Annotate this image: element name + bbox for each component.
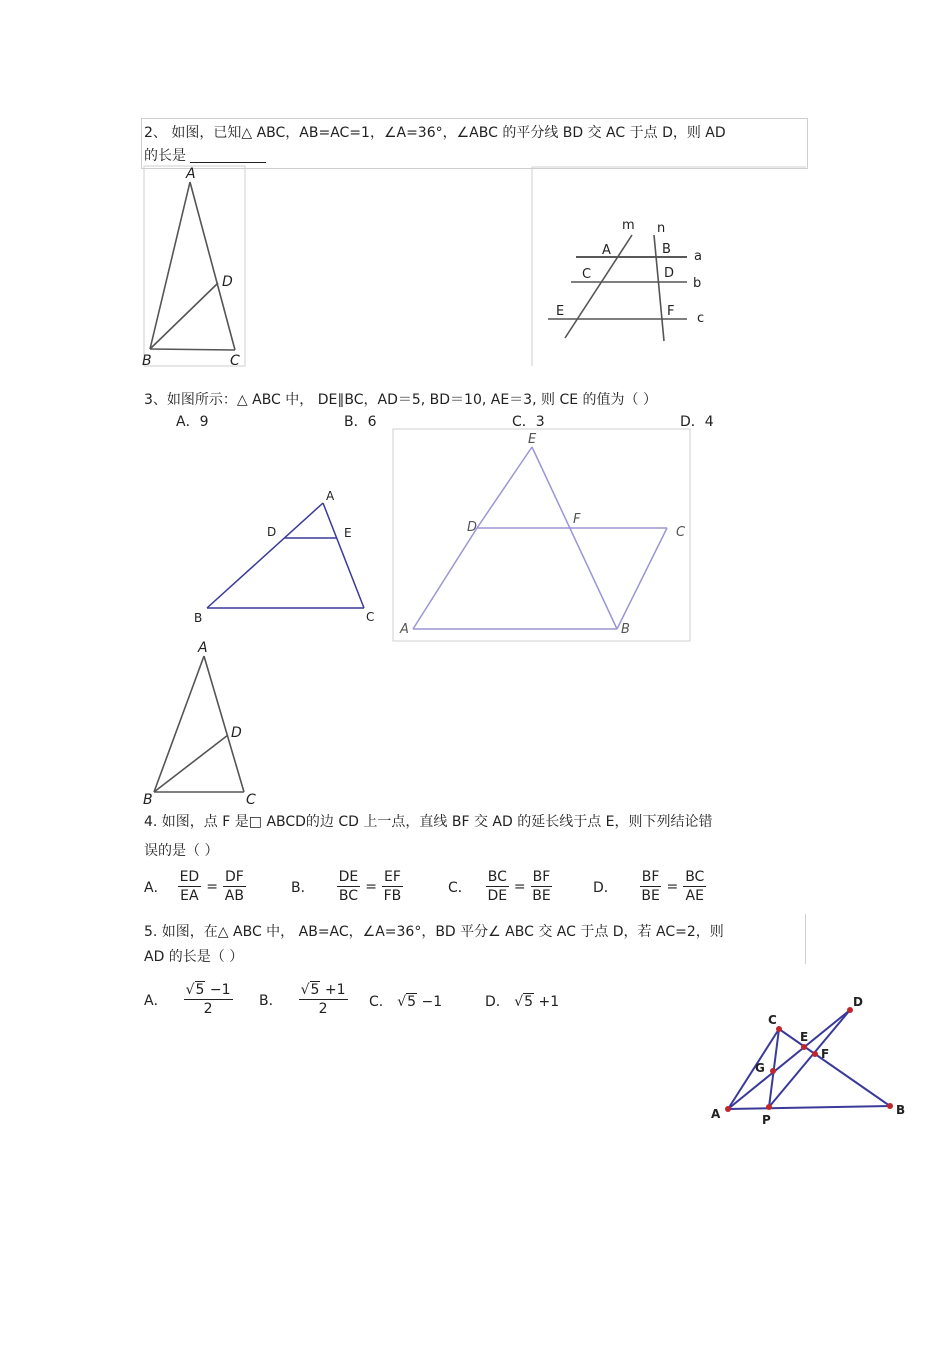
sqrt-sign: √ bbox=[397, 994, 407, 1010]
equals-sign: = bbox=[365, 878, 377, 895]
fraction bbox=[223, 869, 246, 904]
q4-option-label: B． bbox=[291, 879, 315, 896]
q2-answer-blank[interactable] bbox=[190, 148, 266, 163]
fraction bbox=[178, 869, 202, 904]
label-m: m bbox=[622, 218, 635, 233]
label-d: D bbox=[222, 274, 233, 290]
label-g: G bbox=[755, 1061, 765, 1075]
label-b: B bbox=[142, 353, 152, 369]
edge-ad bbox=[413, 528, 477, 629]
label-d: D bbox=[267, 525, 277, 539]
figure-q3-triangle bbox=[186, 484, 386, 626]
point-a bbox=[725, 1106, 731, 1112]
numerator: BF bbox=[532, 869, 551, 885]
label-f-point: F bbox=[667, 304, 675, 319]
segment-cb bbox=[779, 1029, 890, 1106]
sqrt-sign: √ bbox=[300, 982, 310, 998]
label-b: B bbox=[621, 622, 630, 637]
edge-cb bbox=[617, 528, 667, 629]
equals-sign: = bbox=[206, 878, 218, 895]
label-b: B bbox=[896, 1103, 906, 1117]
q5-stem-line1: 5. 如图，在△ ABC 中， AB=AC，∠A=36°，BD 平分∠ ABC 交 AC 于点 D，若 AC=2，则 bbox=[144, 924, 724, 940]
label-a: A bbox=[198, 640, 208, 656]
figure-parallelogram bbox=[392, 428, 692, 643]
label-c: C bbox=[230, 353, 240, 369]
sqrt bbox=[301, 982, 321, 998]
radicand: 5 bbox=[195, 982, 205, 998]
q2-line2-text: 的长是 bbox=[144, 148, 186, 164]
point-e bbox=[801, 1044, 807, 1050]
edge-de-extension bbox=[477, 447, 532, 528]
numerator: BF bbox=[641, 869, 660, 885]
label-b-point: B bbox=[662, 242, 671, 257]
figure-star-construction bbox=[702, 990, 917, 1130]
q4-option-label: A． bbox=[144, 879, 168, 896]
label-a: A bbox=[186, 166, 196, 182]
label-c: C bbox=[246, 792, 256, 808]
figure-q5-triangle bbox=[138, 636, 263, 808]
fraction bbox=[184, 982, 233, 1017]
q5-option-a[interactable] bbox=[144, 982, 235, 1017]
label-b: B bbox=[143, 792, 153, 808]
q4-option-d[interactable] bbox=[593, 869, 708, 904]
label-e: E bbox=[344, 526, 352, 540]
label-a-line: a bbox=[694, 249, 702, 264]
point-g bbox=[770, 1068, 776, 1074]
sqrt-sign: √ bbox=[514, 994, 524, 1010]
point-b bbox=[887, 1103, 893, 1109]
equals-sign: = bbox=[513, 878, 526, 895]
sqrt-sign: √ bbox=[185, 982, 195, 998]
q5-frame bbox=[805, 914, 806, 964]
numerator-rest: +1 bbox=[320, 982, 346, 998]
q5-option-c[interactable] bbox=[369, 994, 442, 1010]
q5-option-label: A． bbox=[144, 992, 168, 1009]
figure-parallel-lines bbox=[531, 166, 807, 368]
fraction bbox=[337, 869, 361, 904]
q5-option-label: B． bbox=[259, 992, 283, 1009]
fraction bbox=[486, 869, 509, 904]
denominator: AB bbox=[224, 888, 244, 904]
label-d-point: D bbox=[664, 266, 675, 281]
label-p: P bbox=[762, 1113, 771, 1127]
q5-option-label: C. bbox=[369, 994, 384, 1010]
numerator-rest: −1 bbox=[205, 982, 231, 998]
line-m bbox=[565, 235, 632, 338]
line-be bbox=[532, 447, 617, 629]
denominator: BE bbox=[532, 888, 551, 904]
denominator: BC bbox=[338, 888, 358, 904]
sqrt bbox=[397, 994, 417, 1010]
point-c bbox=[776, 1026, 782, 1032]
numerator bbox=[299, 982, 348, 1000]
label-b-line: b bbox=[693, 276, 702, 291]
radicand: 5 bbox=[524, 994, 534, 1010]
edge-ac bbox=[323, 503, 364, 608]
segment-ab bbox=[728, 1106, 890, 1109]
numerator bbox=[184, 982, 233, 1000]
option-rest: −1 bbox=[417, 994, 443, 1010]
fraction bbox=[640, 869, 662, 904]
numerator: EF bbox=[383, 869, 401, 885]
option-rest: +1 bbox=[534, 994, 560, 1010]
label-c-line: c bbox=[697, 311, 705, 326]
label-d: D bbox=[231, 725, 242, 741]
figure-q2-triangle bbox=[138, 162, 253, 370]
numerator: DF bbox=[224, 869, 244, 885]
numerator: DE bbox=[338, 869, 359, 885]
label-c-point: C bbox=[582, 267, 592, 282]
edge-ac bbox=[190, 182, 235, 350]
denominator: EA bbox=[180, 888, 199, 904]
fraction bbox=[531, 869, 553, 904]
point-p bbox=[766, 1104, 772, 1110]
q5-stem-line2: AD 的长是（ ） bbox=[144, 949, 244, 965]
denominator: FB bbox=[383, 888, 402, 904]
label-e-point: E bbox=[556, 304, 565, 319]
denominator: AE bbox=[685, 888, 704, 904]
edge-ac bbox=[204, 656, 244, 792]
q4-option-c[interactable] bbox=[448, 869, 554, 904]
label-d: D bbox=[853, 995, 863, 1009]
equals-sign: = bbox=[666, 878, 679, 895]
q3-stem: 3、如图所示：△ ABC 中， DE∥BC，AD＝5, BD＝10, AE＝3, 则 CE 的值为（ ） bbox=[144, 392, 657, 408]
q3-option-b[interactable]: B．6 bbox=[344, 414, 377, 430]
label-c: C bbox=[768, 1013, 777, 1027]
q5-option-b[interactable] bbox=[259, 982, 350, 1017]
q4-option-label: C． bbox=[448, 879, 472, 896]
label-a: A bbox=[400, 622, 409, 637]
denominator: 2 bbox=[203, 1001, 213, 1017]
label-c: C bbox=[366, 610, 375, 624]
fraction bbox=[382, 869, 403, 904]
segment-pd bbox=[769, 1010, 850, 1107]
segment-ad bbox=[728, 1010, 850, 1109]
denominator: 2 bbox=[318, 1001, 328, 1017]
label-n: n bbox=[657, 221, 666, 236]
label-f: F bbox=[821, 1047, 830, 1061]
point-f bbox=[812, 1051, 818, 1057]
q4-option-label: D． bbox=[593, 879, 618, 896]
label-e: E bbox=[528, 432, 537, 447]
q3-option-c[interactable]: C．3 bbox=[512, 414, 545, 430]
label-c: C bbox=[676, 525, 686, 540]
edge-ab bbox=[150, 182, 190, 349]
q3-option-a[interactable]: A．9 bbox=[176, 414, 209, 430]
q4-option-a[interactable] bbox=[144, 869, 248, 904]
label-f: F bbox=[573, 512, 581, 527]
sqrt bbox=[186, 982, 206, 998]
sqrt bbox=[514, 994, 534, 1010]
edge-bc bbox=[150, 349, 235, 350]
label-e: E bbox=[800, 1030, 809, 1044]
label-a: A bbox=[711, 1107, 721, 1121]
denominator: DE bbox=[487, 888, 508, 904]
q3-option-d[interactable]: D．4 bbox=[680, 414, 714, 430]
numerator: ED bbox=[179, 869, 200, 885]
edge-ab bbox=[207, 503, 323, 608]
q4-stem-line1: 4. 如图，点 F 是□ ABCD的边 CD 上一点，直线 BF 交 AD 的延长线于点 E，则下列结论错 bbox=[144, 814, 713, 830]
numerator: BC bbox=[487, 869, 507, 885]
label-d: D bbox=[467, 520, 478, 535]
q2-text-line1: 2、 如图，已知△ ABC，AB=AC=1，∠A=36°，∠ABC 的平分线 BD 交 AC 于点 D，则 AD bbox=[144, 125, 726, 141]
q5-option-d[interactable] bbox=[485, 994, 559, 1010]
radicand: 5 bbox=[407, 994, 417, 1010]
q4-stem-line2: 误的是（ ） bbox=[144, 843, 219, 859]
fraction bbox=[683, 869, 706, 904]
q4-option-b[interactable] bbox=[291, 869, 405, 904]
edge-ab bbox=[154, 656, 204, 792]
label-a-point: A bbox=[602, 243, 611, 258]
q5-option-label: D. bbox=[485, 994, 501, 1010]
bisector-bd bbox=[150, 283, 218, 349]
radicand: 5 bbox=[310, 982, 320, 998]
numerator: BC bbox=[685, 869, 705, 885]
label-a: A bbox=[326, 489, 335, 503]
denominator: BE bbox=[641, 888, 660, 904]
fraction bbox=[299, 982, 348, 1017]
label-b: B bbox=[194, 611, 203, 625]
figure-para-frame bbox=[393, 429, 690, 641]
